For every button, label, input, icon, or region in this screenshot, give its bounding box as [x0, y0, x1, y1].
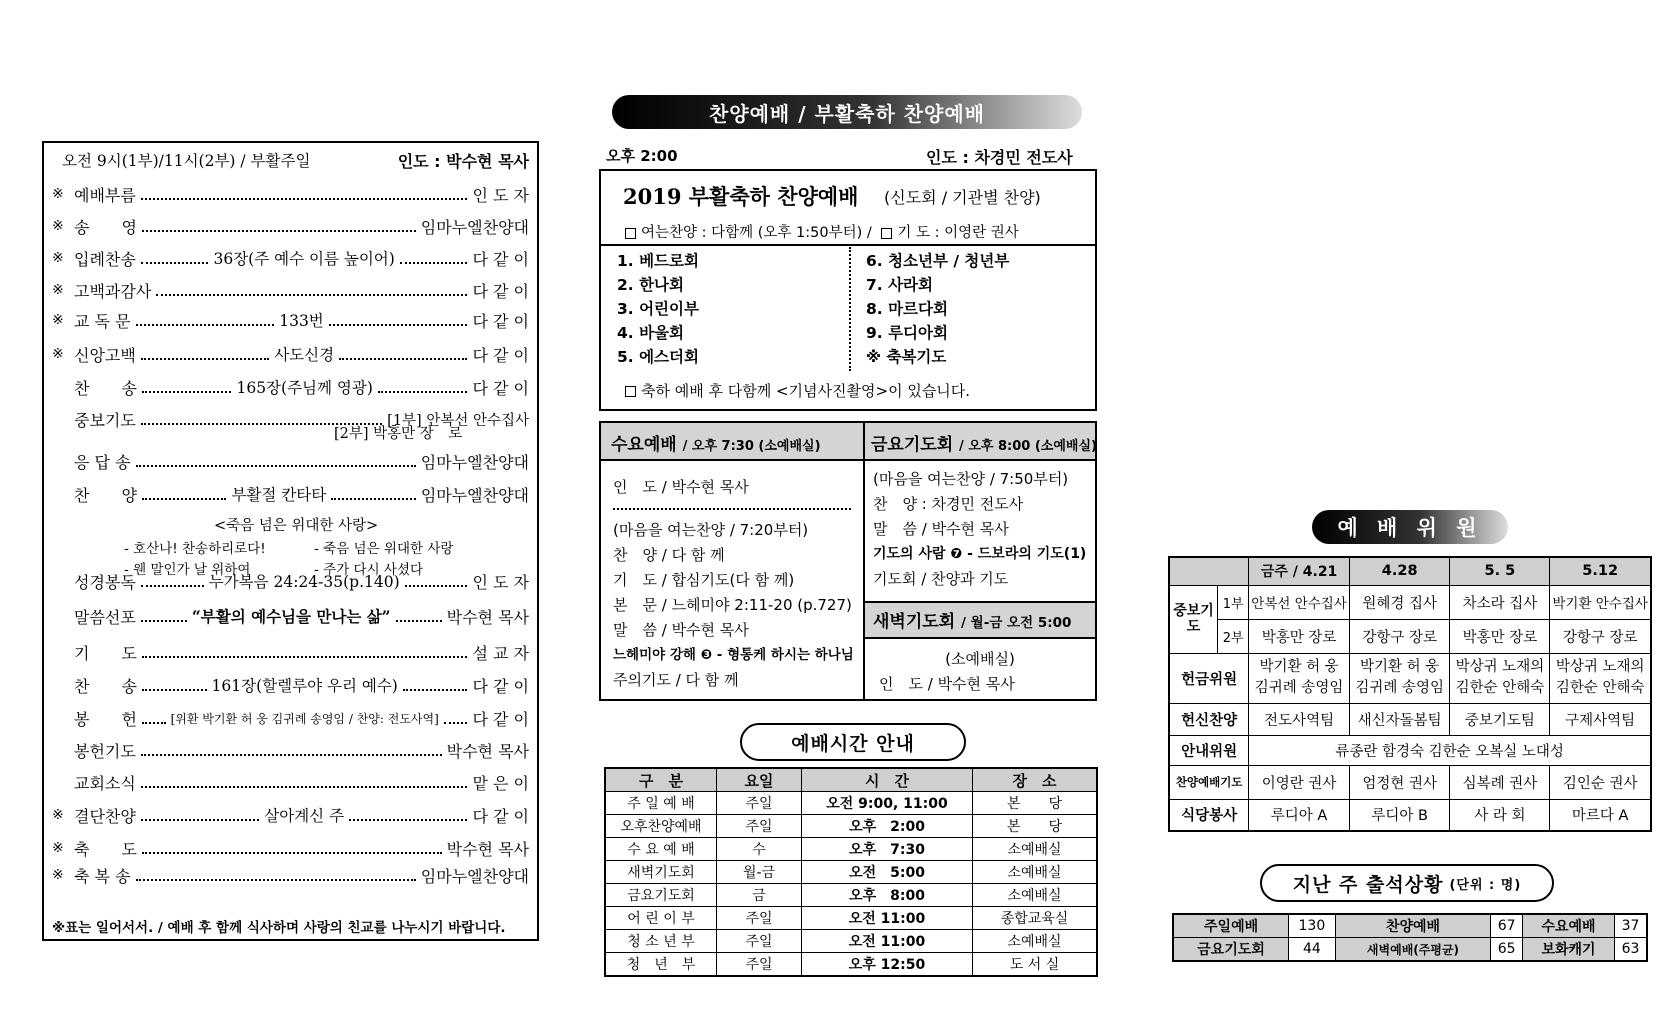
role-cell: 강항구 장로 [1349, 619, 1450, 653]
order-label: 결단찬양 [74, 806, 136, 826]
wednesday-program [613, 475, 854, 693]
table-cell: 주일 [717, 815, 802, 838]
order-leader: 임마누엘찬양대 [420, 452, 529, 472]
table-row [605, 861, 1097, 884]
role-cell: 강항구 장로 [1550, 619, 1651, 653]
role-cell: 박기환 허 웅 [1360, 659, 1440, 675]
order-label: 축 복 송 [74, 866, 131, 886]
order-star: ※ [52, 250, 64, 266]
table-cell: 월-금 [717, 861, 802, 884]
table-cell: 수 요 예 배 [605, 838, 717, 861]
list-item: 7. 사라회 [866, 276, 933, 294]
attendance-count: 44 [1289, 938, 1335, 962]
order-detail: 부활절 칸타타 [231, 486, 327, 504]
order-detail: 161장(할렐루야 우리 예수) [211, 677, 398, 695]
order-label: 찬 송 [74, 378, 137, 398]
role-cell: 원혜경 집사 [1349, 585, 1450, 619]
dawn-time: / 월-금 오전 5:00 [961, 615, 1072, 631]
friday-line: 찬 양 : 차경민 전도사 [873, 495, 1024, 513]
schedule-header: 장 소 [973, 768, 1098, 792]
schedule-title: 예배시간 안내 [740, 723, 966, 761]
table-cell: 어 린 이 부 [605, 907, 717, 930]
friday-line: 기도회 / 찬양과 기도 [873, 570, 1009, 588]
friday-title: 금요기도회 [871, 435, 954, 455]
role-cell: 사 라 회 [1450, 799, 1550, 831]
cantata-song-1: - 호산나! 찬송하리로다! [124, 541, 266, 557]
order-detail: 사도신경 [274, 346, 335, 364]
attendance-label: 찬양예배 [1335, 914, 1491, 938]
order-leader: 인 도 자 [472, 572, 530, 592]
order-star: ※ [52, 218, 64, 234]
wednesday-line: 말 씀 / 박수현 목사 [613, 621, 749, 639]
morning-header-left: 오전 9시(1부)/11시(2부) / 부활주일 [62, 152, 311, 170]
cantata-title: <죽음 넘은 위대한 사랑> [214, 518, 379, 534]
table-row [605, 815, 1097, 838]
dawn-line: (소예배실) [945, 650, 1015, 668]
attendance-count: 63 [1615, 938, 1647, 962]
table-cell: 수 [717, 838, 802, 861]
table-cell: 주 일 예 배 [605, 792, 717, 815]
role-cell: 박상귀 노재의 [1555, 659, 1645, 675]
order-item [52, 672, 529, 698]
table-row [605, 792, 1097, 815]
part-label: 1부 [1218, 585, 1249, 619]
order-item [52, 181, 529, 207]
order-detail: 165장(주님께 영광) [236, 379, 373, 397]
order-leader: 다 같 이 [472, 378, 530, 398]
attendance-count: 130 [1289, 914, 1335, 938]
dawn-title: 새벽기도회 [873, 612, 956, 632]
meal-label: 식당봉사 [1169, 799, 1249, 831]
wednesday-line: (마음을 여는찬양 / 7:20부터) [613, 521, 809, 539]
wednesday-line: 주의기도 / 다 함 께 [613, 671, 739, 689]
order-star: ※ [52, 346, 64, 362]
part-label: 2부 [1218, 619, 1249, 653]
order-leader: 다 같 이 [472, 249, 530, 269]
role-cell: 이영란 권사 [1249, 765, 1350, 799]
list-item: 2. 한나회 [617, 276, 684, 294]
intercession-label: 중보기도 [1169, 585, 1218, 653]
table-cell: 오전 11:00 [802, 930, 973, 953]
order-item [52, 448, 529, 474]
dawn-line: 인 도 / 박수현 목사 [879, 675, 1015, 693]
role-cell: 김귀례 송영임 [1254, 680, 1344, 696]
order-label: 찬 양 [74, 485, 137, 505]
date-header: 금주 / 4.21 [1249, 557, 1350, 585]
usher-names: 류종란 함경숙 김한순 오복실 노대성 [1249, 735, 1651, 765]
attendance-label: 새벽예배(주평균) [1335, 938, 1491, 962]
checkbox-icon [625, 386, 636, 397]
order-label: 고백과감사 [74, 281, 152, 301]
wednesday-line: 느헤미야 강해 ❸ - 형통케 하시는 하나님 [613, 647, 854, 663]
table-cell: 오후 12:50 [802, 953, 973, 977]
order-item [52, 341, 529, 367]
table-cell: 오후 2:00 [802, 815, 973, 838]
attendance-title-pill [1260, 864, 1554, 902]
table-cell: 종합교육실 [973, 907, 1098, 930]
offering-label: 헌금위원 [1169, 653, 1249, 703]
role-cell: 박기환 허 웅 [1259, 659, 1339, 675]
table-row [1173, 914, 1647, 938]
list-item: ※ 축복기도 [866, 348, 947, 366]
cantata-song-4: - 주가 다시 사셨다 [314, 562, 424, 578]
wednesday-line: 찬 양 / 다 함 께 [613, 546, 725, 564]
role-cell: 전도사역팀 [1249, 703, 1350, 735]
checkbox-icon [625, 228, 636, 239]
table-cell: 도 서 실 [973, 953, 1098, 977]
praise-list-right [866, 249, 1009, 369]
friday-time: / 오후 8:00 (소예배실) [959, 439, 1097, 454]
order-label: 송 영 [74, 217, 137, 237]
order-leader: 다 같 이 [472, 345, 529, 365]
friday-line: 말 씀 / 박수현 목사 [873, 520, 1009, 538]
order-leader: 다 같 이 [472, 676, 530, 696]
table-cell: 주일 [717, 792, 802, 815]
role-cell: 김한순 안해숙 [1555, 680, 1645, 696]
order-item [52, 481, 529, 507]
date-header: 5. 5 [1450, 557, 1550, 585]
schedule-header: 시 간 [802, 768, 973, 792]
friday-line: 기도의 사람 ❼ - 드보라의 기도(1) [873, 546, 1087, 562]
order-leader: [1부] 안복선 안수집사 [387, 412, 529, 429]
attendance-label: 수요예배 [1522, 914, 1614, 938]
order-detail: 133번 [279, 312, 324, 330]
role-cell: 김귀례 송영임 [1355, 680, 1444, 696]
order-label: 입례찬송 [74, 249, 136, 269]
table-cell: 오후 7:30 [802, 838, 973, 861]
order-item [52, 769, 529, 795]
order-item [52, 213, 529, 239]
list-item: 6. 청소년부 / 청년부 [866, 252, 1010, 270]
order-detail: [위환 박기환 허 웅 김귀례 송영임 / 찬양: 전도사역] [170, 711, 439, 726]
order-label: 예배부름 [74, 185, 136, 205]
order-leader: 인 도 자 [472, 185, 529, 205]
role-cell: 박홍만 장로 [1249, 619, 1350, 653]
order-item [52, 245, 529, 271]
order-item [52, 835, 529, 861]
praise-program-box [599, 169, 1097, 411]
morning-footer-note: ※표는 일어서서. / 예배 후 함께 식사하며 사랑의 친교를 나누시기 바랍니다. [52, 920, 506, 936]
role-cell: 안복선 안수집사 [1249, 585, 1350, 619]
wednesday-line: 기 도 / 합심기도(다 함 께) [613, 571, 795, 589]
role-cell: 루디아 A [1249, 799, 1350, 831]
order-label: 중보기도 [74, 410, 136, 430]
order-label: 봉 헌 [74, 709, 137, 729]
morning-header-leader: 인도 : 박수현 목사 [397, 152, 529, 171]
praise-title-sub: (신도회 / 기관별 찬양) [884, 188, 1041, 207]
table-cell: 주일 [717, 953, 802, 977]
list-item: 9. 루디아회 [866, 324, 948, 342]
table-cell: 금 [717, 884, 802, 907]
table-cell: 주일 [717, 907, 802, 930]
order-detail: “부활의 예수님을 만나는 삶” [191, 607, 391, 626]
table-row [605, 953, 1097, 977]
role-cell: 심복례 권사 [1450, 765, 1550, 799]
roles-banner: 예 배 위 원 [1312, 510, 1508, 544]
order-item [52, 603, 529, 629]
order-star: ※ [52, 840, 64, 856]
attendance-table [1172, 913, 1648, 962]
order-star: ※ [52, 186, 64, 202]
dawn-program [865, 647, 1095, 697]
order-item [52, 639, 529, 665]
order-leader: 임마누엘찬양대 [420, 485, 530, 505]
opening-song: 여는찬양 : 다함께 (오후 1:50부터) / [641, 225, 872, 241]
usher-label: 안내위원 [1169, 735, 1249, 765]
morning-service-box [42, 141, 539, 941]
wednesday-line: 인 도 / 박수현 목사 [613, 478, 749, 496]
attendance-count: 37 [1615, 914, 1647, 938]
order-item [52, 737, 529, 763]
order-label: 교 독 문 [74, 311, 131, 331]
list-item: 1. 베드로회 [617, 252, 699, 270]
order-star: ※ [52, 807, 64, 823]
table-cell: 오후찬양예배 [605, 815, 717, 838]
schedule-header: 구 분 [605, 768, 717, 792]
praise-banner: 찬양예배 / 부활축하 찬양예배 [612, 95, 1082, 129]
attendance-count: 67 [1491, 914, 1523, 938]
wednesday-title: 수요예배 [611, 435, 677, 455]
table-row [605, 838, 1097, 861]
order-leader: 다 같 이 [472, 281, 529, 301]
role-cell: 구제사역팀 [1550, 703, 1651, 735]
table-cell: 청 소 년 부 [605, 930, 717, 953]
table-cell: 소예배실 [973, 861, 1098, 884]
table-cell: 주일 [717, 930, 802, 953]
praise-prayer-label: 찬양예배기도 [1169, 765, 1249, 799]
table-row [605, 930, 1097, 953]
cantata-song-2: - 죽음 넘은 위대한 사랑 [314, 541, 454, 557]
order-item [52, 374, 529, 400]
praise-prayer: 기 도 : 이영란 권사 [897, 225, 1019, 241]
cantata-song-3: - 웬 말인가 날 위하여 [124, 562, 251, 578]
table-cell: 새벽기도회 [605, 861, 717, 884]
role-cell: 새신자돌봄팀 [1349, 703, 1450, 735]
order-leader: 박수현 목사 [446, 607, 529, 627]
role-cell: 박기환 안수집사 [1550, 585, 1651, 619]
table-cell: 오전 11:00 [802, 907, 973, 930]
table-cell: 본 당 [973, 815, 1098, 838]
order-label: 축 도 [74, 839, 137, 859]
order-detail: 누가복음 24:24-35(p.140) [208, 573, 400, 591]
table-cell: 본 당 [973, 792, 1098, 815]
role-cell: 엄정현 권사 [1349, 765, 1450, 799]
order-leader: 다 같 이 [472, 311, 529, 331]
order-item [52, 705, 529, 731]
date-header: 4.28 [1349, 557, 1450, 585]
friday-program [873, 467, 1086, 592]
wednesday-line: 본 문 / 느헤미야 2:11-20 (p.727) [613, 596, 852, 614]
praise-time: 오후 2:00 [606, 147, 678, 165]
table-row [1173, 938, 1647, 962]
roles-table [1168, 556, 1652, 832]
order-leader: 임마누엘찬양대 [420, 217, 529, 237]
order-label: 말씀선포 [74, 607, 136, 627]
order-label: 교회소식 [74, 773, 136, 793]
order-label: 신앙고백 [74, 345, 136, 365]
order-label: 봉헌기도 [74, 741, 136, 761]
role-cell: 루디아 B [1349, 799, 1450, 831]
order-item [52, 862, 529, 888]
order-leader: 다 같 이 [472, 806, 530, 826]
role-cell: 박상귀 노재의 [1455, 659, 1545, 675]
praise-leader: 인도 : 차경민 전도사 [926, 148, 1073, 167]
order-item [52, 277, 529, 303]
checkbox-icon [881, 228, 892, 239]
table-cell: 소예배실 [973, 838, 1098, 861]
schedule-header: 요일 [717, 768, 802, 792]
order-star: ※ [52, 867, 64, 883]
order-leader: 다 같 이 [472, 709, 529, 729]
list-item: 8. 마르다회 [866, 300, 948, 318]
order-leader: 맡 은 이 [472, 773, 529, 793]
order-item [52, 802, 529, 828]
table-cell: 소예배실 [973, 930, 1098, 953]
table-cell: 오후 8:00 [802, 884, 973, 907]
role-cell: 마르다 A [1550, 799, 1651, 831]
schedule-table [604, 767, 1098, 977]
attendance-count: 65 [1491, 938, 1523, 962]
table-row [605, 884, 1097, 907]
order-detail: 살아계신 주 [264, 807, 345, 825]
list-item: 3. 어린이부 [617, 300, 699, 318]
date-header: 5.12 [1550, 557, 1651, 585]
order-star: ※ [52, 312, 64, 328]
attendance-label: 보화캐기 [1522, 938, 1614, 962]
table-row [605, 907, 1097, 930]
role-cell: 김한순 안해숙 [1455, 680, 1545, 696]
role-cell: 차소라 집사 [1450, 585, 1550, 619]
order-leader: 임마누엘찬양대 [420, 866, 529, 886]
attendance-label: 금요기도회 [1173, 938, 1289, 962]
praise-note: 축하 예배 후 다함께 <기념사진촬영>이 있습니다. [641, 382, 971, 400]
order-label: 찬 송 [74, 676, 137, 696]
wednesday-time: / 오후 7:30 (소예배실) [682, 439, 821, 454]
list-item: 4. 바울회 [617, 324, 684, 342]
table-cell: 오전 9:00, 11:00 [802, 792, 973, 815]
order-label: 성경봉독 [74, 572, 136, 592]
role-cell: 김인순 권사 [1550, 765, 1651, 799]
attendance-title: 지난 주 출석상황 [1292, 873, 1444, 896]
table-cell: 청 년 부 [605, 953, 717, 977]
order-label: 기 도 [74, 643, 137, 663]
role-cell: 중보기도팀 [1450, 703, 1550, 735]
order-leader: 박수현 목사 [446, 741, 529, 761]
order-item [52, 307, 529, 333]
list-item: 5. 에스더회 [617, 348, 699, 366]
weekday-services-box [599, 421, 1097, 701]
table-cell: 오전 5:00 [802, 861, 973, 884]
intercession-second-part: [2부] 박홍만 장 로 [334, 426, 463, 442]
table-cell: 금요기도회 [605, 884, 717, 907]
attendance-label: 주일예배 [1173, 914, 1289, 938]
friday-line: (마음을 여는찬양 / 7:50부터) [873, 470, 1069, 488]
praise-list-left [617, 249, 699, 369]
order-detail: 36장(주 예수 이름 높이어) [213, 250, 395, 268]
attendance-unit: (단위 : 명) [1449, 877, 1522, 893]
order-label: 응 답 송 [74, 452, 131, 472]
dedication-label: 헌신찬양 [1169, 703, 1249, 735]
role-cell: 박홍만 장로 [1450, 619, 1550, 653]
order-leader: 설 교 자 [472, 643, 529, 663]
table-cell: 소예배실 [973, 884, 1098, 907]
order-leader: 박수현 목사 [446, 839, 529, 859]
order-star: ※ [52, 282, 64, 298]
praise-title: 2019 부활축하 찬양예배 [623, 184, 859, 209]
